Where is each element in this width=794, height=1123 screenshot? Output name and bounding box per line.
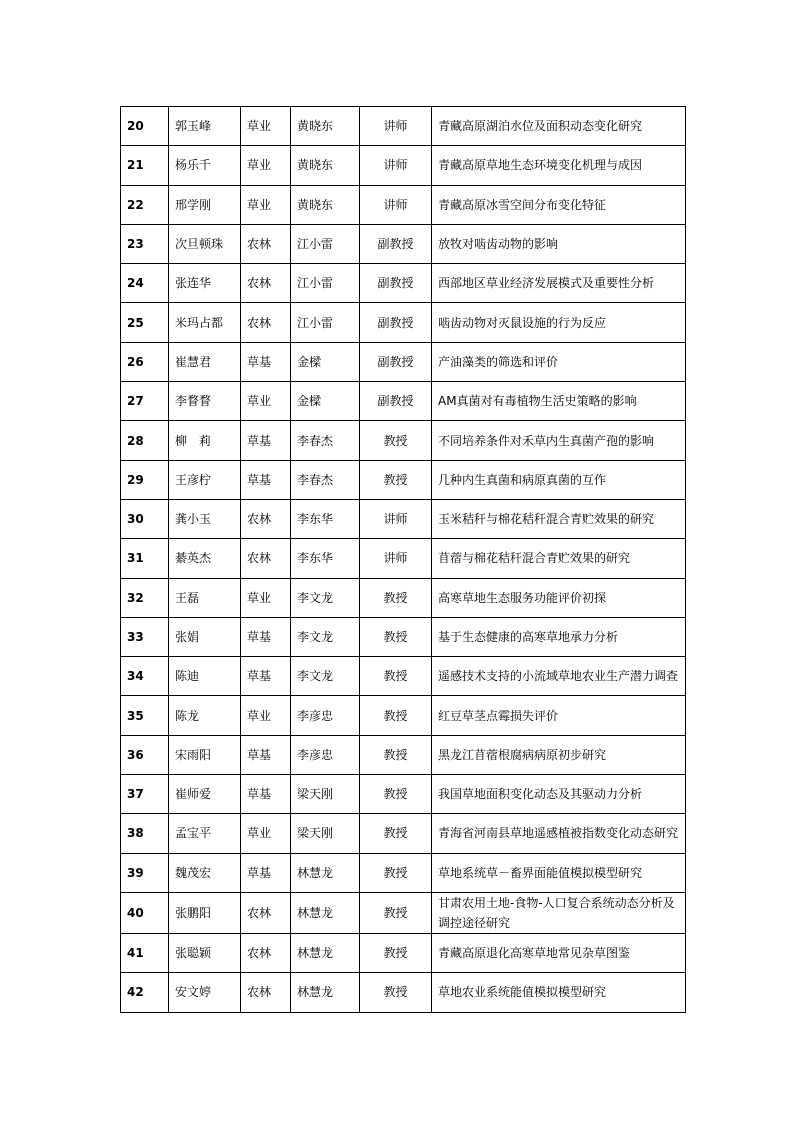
student-name-cell: 綦英杰 — [169, 539, 241, 578]
student-name-cell: 崔慧君 — [169, 342, 241, 381]
advisor-title-cell: 教授 — [360, 421, 432, 460]
student-name-cell: 安文婷 — [169, 973, 241, 1012]
thesis-topic-cell: 我国草地面积变化动态及其驱动力分析 — [432, 775, 686, 814]
advisor-cell: 李文龙 — [291, 657, 360, 696]
table-row — [121, 578, 686, 617]
advisor-title-cell: 教授 — [360, 973, 432, 1012]
thesis-topic-cell: 红豆草茎点霉损失评价 — [432, 696, 686, 735]
student-name-cell: 张娟 — [169, 617, 241, 656]
major-cell: 草基 — [241, 853, 291, 892]
row-number-cell: 40 — [121, 892, 169, 933]
student-name-cell: 王磊 — [169, 578, 241, 617]
advisor-title-cell: 教授 — [360, 853, 432, 892]
advisor-title-cell: 教授 — [360, 775, 432, 814]
student-name-cell: 孟宝平 — [169, 814, 241, 853]
thesis-topic-cell: 西部地区草业经济发展模式及重要性分析 — [432, 264, 686, 303]
table-row — [121, 892, 686, 933]
table-row — [121, 303, 686, 342]
advisor-title-cell: 讲师 — [360, 499, 432, 538]
row-number-cell: 29 — [121, 460, 169, 499]
advisor-title-cell: 教授 — [360, 814, 432, 853]
advisor-cell: 金樑 — [291, 382, 360, 421]
advisor-cell: 林慧龙 — [291, 853, 360, 892]
advisor-title-cell: 副教授 — [360, 342, 432, 381]
major-cell: 草基 — [241, 657, 291, 696]
advisor-cell: 江小雷 — [291, 303, 360, 342]
row-number-cell: 21 — [121, 146, 169, 185]
advisor-title-cell: 讲师 — [360, 107, 432, 146]
student-name-cell: 米玛占都 — [169, 303, 241, 342]
table-row — [121, 539, 686, 578]
advisor-cell: 江小雷 — [291, 224, 360, 263]
thesis-topic-cell: 不同培养条件对禾草内生真菌产孢的影响 — [432, 421, 686, 460]
student-name-cell: 张聪颖 — [169, 933, 241, 972]
thesis-topic-cell: 青藏高原退化高寒草地常见杂草图鉴 — [432, 933, 686, 972]
row-number-cell: 42 — [121, 973, 169, 1012]
thesis-topic-cell: 基于生态健康的高寒草地承力分析 — [432, 617, 686, 656]
student-name-cell: 陈龙 — [169, 696, 241, 735]
major-cell: 农林 — [241, 539, 291, 578]
table-row — [121, 107, 686, 146]
row-number-cell: 25 — [121, 303, 169, 342]
row-number-cell: 36 — [121, 735, 169, 774]
thesis-topic-cell: AM真菌对有毒植物生活史策略的影响 — [432, 382, 686, 421]
table-body — [121, 107, 686, 1013]
table-row — [121, 342, 686, 381]
student-name-cell: 崔师爱 — [169, 775, 241, 814]
table-row — [121, 617, 686, 656]
advisor-cell: 李文龙 — [291, 578, 360, 617]
row-number-cell: 26 — [121, 342, 169, 381]
thesis-topic-cell: 青海省河南县草地遥感植被指数变化动态研究 — [432, 814, 686, 853]
advisor-title-cell: 副教授 — [360, 382, 432, 421]
advisor-cell: 梁天刚 — [291, 814, 360, 853]
student-name-cell: 张连华 — [169, 264, 241, 303]
thesis-topic-cell: 草地农业系统能值模拟模型研究 — [432, 973, 686, 1012]
student-name-cell: 张鹏阳 — [169, 892, 241, 933]
advisor-cell: 黄晓东 — [291, 107, 360, 146]
advisor-cell: 李春杰 — [291, 421, 360, 460]
student-name-cell: 魏茂宏 — [169, 853, 241, 892]
thesis-topic-cell: 黑龙江苜蓿根腐病病原初步研究 — [432, 735, 686, 774]
row-number-cell: 31 — [121, 539, 169, 578]
major-cell: 农林 — [241, 264, 291, 303]
major-cell: 农林 — [241, 303, 291, 342]
thesis-topic-cell: 放牧对啮齿动物的影响 — [432, 224, 686, 263]
major-cell: 草基 — [241, 775, 291, 814]
advisor-title-cell: 讲师 — [360, 185, 432, 224]
major-cell: 草业 — [241, 382, 291, 421]
advisor-cell: 黄晓东 — [291, 146, 360, 185]
table-row — [121, 814, 686, 853]
table-row — [121, 264, 686, 303]
major-cell: 草基 — [241, 421, 291, 460]
major-cell: 草业 — [241, 185, 291, 224]
row-number-cell: 41 — [121, 933, 169, 972]
row-number-cell: 23 — [121, 224, 169, 263]
table-row — [121, 775, 686, 814]
table-row — [121, 185, 686, 224]
advisor-cell: 李文龙 — [291, 617, 360, 656]
row-number-cell: 30 — [121, 499, 169, 538]
table-row — [121, 853, 686, 892]
advisor-title-cell: 教授 — [360, 657, 432, 696]
table-row — [121, 933, 686, 972]
major-cell: 农林 — [241, 224, 291, 263]
advisor-title-cell: 教授 — [360, 460, 432, 499]
advisor-cell: 金樑 — [291, 342, 360, 381]
thesis-topic-cell: 青藏高原湖泊水位及面积动态变化研究 — [432, 107, 686, 146]
row-number-cell: 37 — [121, 775, 169, 814]
major-cell: 农林 — [241, 499, 291, 538]
row-number-cell: 27 — [121, 382, 169, 421]
advisor-cell: 李彦忠 — [291, 696, 360, 735]
major-cell: 农林 — [241, 973, 291, 1012]
table-row — [121, 499, 686, 538]
table-row — [121, 382, 686, 421]
student-name-cell: 龚小玉 — [169, 499, 241, 538]
row-number-cell: 22 — [121, 185, 169, 224]
table-row — [121, 657, 686, 696]
thesis-topic-cell: 苜蓿与棉花秸秆混合青贮效果的研究 — [432, 539, 686, 578]
advisor-title-cell: 教授 — [360, 578, 432, 617]
table-row — [121, 460, 686, 499]
thesis-topic-cell: 玉米秸秆与棉花秸秆混合青贮效果的研究 — [432, 499, 686, 538]
advisor-title-cell: 教授 — [360, 933, 432, 972]
table-row — [121, 421, 686, 460]
advisor-title-cell: 讲师 — [360, 539, 432, 578]
major-cell: 农林 — [241, 933, 291, 972]
row-number-cell: 35 — [121, 696, 169, 735]
advisor-title-cell: 副教授 — [360, 264, 432, 303]
major-cell: 草业 — [241, 107, 291, 146]
thesis-topic-cell: 啮齿动物对灭鼠设施的行为反应 — [432, 303, 686, 342]
major-cell: 草基 — [241, 617, 291, 656]
advisor-cell: 林慧龙 — [291, 973, 360, 1012]
student-name-cell: 王彦柠 — [169, 460, 241, 499]
thesis-topic-cell: 几种内生真菌和病原真菌的互作 — [432, 460, 686, 499]
advisor-cell: 李春杰 — [291, 460, 360, 499]
advisor-cell: 林慧龙 — [291, 933, 360, 972]
table-row — [121, 146, 686, 185]
row-number-cell: 24 — [121, 264, 169, 303]
row-number-cell: 38 — [121, 814, 169, 853]
thesis-topic-cell: 产油藻类的筛选和评价 — [432, 342, 686, 381]
advisor-title-cell: 教授 — [360, 696, 432, 735]
thesis-assignment-table — [120, 106, 686, 1013]
advisor-cell: 李彦忠 — [291, 735, 360, 774]
advisor-title-cell: 副教授 — [360, 303, 432, 342]
advisor-cell: 黄晓东 — [291, 185, 360, 224]
table-row — [121, 224, 686, 263]
advisor-cell: 梁天刚 — [291, 775, 360, 814]
row-number-cell: 39 — [121, 853, 169, 892]
table-row — [121, 973, 686, 1012]
row-number-cell: 20 — [121, 107, 169, 146]
student-name-cell: 杨乐千 — [169, 146, 241, 185]
thesis-topic-cell: 青藏高原草地生态环境变化机理与成因 — [432, 146, 686, 185]
row-number-cell: 32 — [121, 578, 169, 617]
table-row — [121, 735, 686, 774]
major-cell: 农林 — [241, 892, 291, 933]
major-cell: 草业 — [241, 696, 291, 735]
student-name-cell: 柳 莉 — [169, 421, 241, 460]
student-name-cell: 次旦顿珠 — [169, 224, 241, 263]
major-cell: 草业 — [241, 146, 291, 185]
advisor-title-cell: 教授 — [360, 617, 432, 656]
major-cell: 草基 — [241, 735, 291, 774]
major-cell: 草基 — [241, 342, 291, 381]
student-name-cell: 陈迪 — [169, 657, 241, 696]
student-name-cell: 李瞀瞀 — [169, 382, 241, 421]
thesis-topic-cell: 遥感技术支持的小流域草地农业生产潜力调查 — [432, 657, 686, 696]
advisor-title-cell: 副教授 — [360, 224, 432, 263]
advisor-cell: 江小雷 — [291, 264, 360, 303]
major-cell: 草业 — [241, 578, 291, 617]
thesis-topic-cell: 高寒草地生态服务功能评价初探 — [432, 578, 686, 617]
advisor-cell: 李东华 — [291, 539, 360, 578]
advisor-cell: 林慧龙 — [291, 892, 360, 933]
student-name-cell: 邢学刚 — [169, 185, 241, 224]
student-name-cell: 郭玉峰 — [169, 107, 241, 146]
row-number-cell: 28 — [121, 421, 169, 460]
advisor-title-cell: 讲师 — [360, 146, 432, 185]
table-row — [121, 696, 686, 735]
advisor-cell: 李东华 — [291, 499, 360, 538]
student-name-cell: 宋雨阳 — [169, 735, 241, 774]
row-number-cell: 33 — [121, 617, 169, 656]
advisor-title-cell: 教授 — [360, 735, 432, 774]
major-cell: 草基 — [241, 460, 291, 499]
row-number-cell: 34 — [121, 657, 169, 696]
advisor-title-cell: 教授 — [360, 892, 432, 933]
thesis-topic-cell: 青藏高原冰雪空间分布变化特征 — [432, 185, 686, 224]
thesis-topic-cell: 草地系统草－畜界面能值模拟模型研究 — [432, 853, 686, 892]
major-cell: 草业 — [241, 814, 291, 853]
thesis-topic-cell: 甘肃农用土地-食物-人口复合系统动态分析及调控途径研究 — [432, 892, 686, 933]
